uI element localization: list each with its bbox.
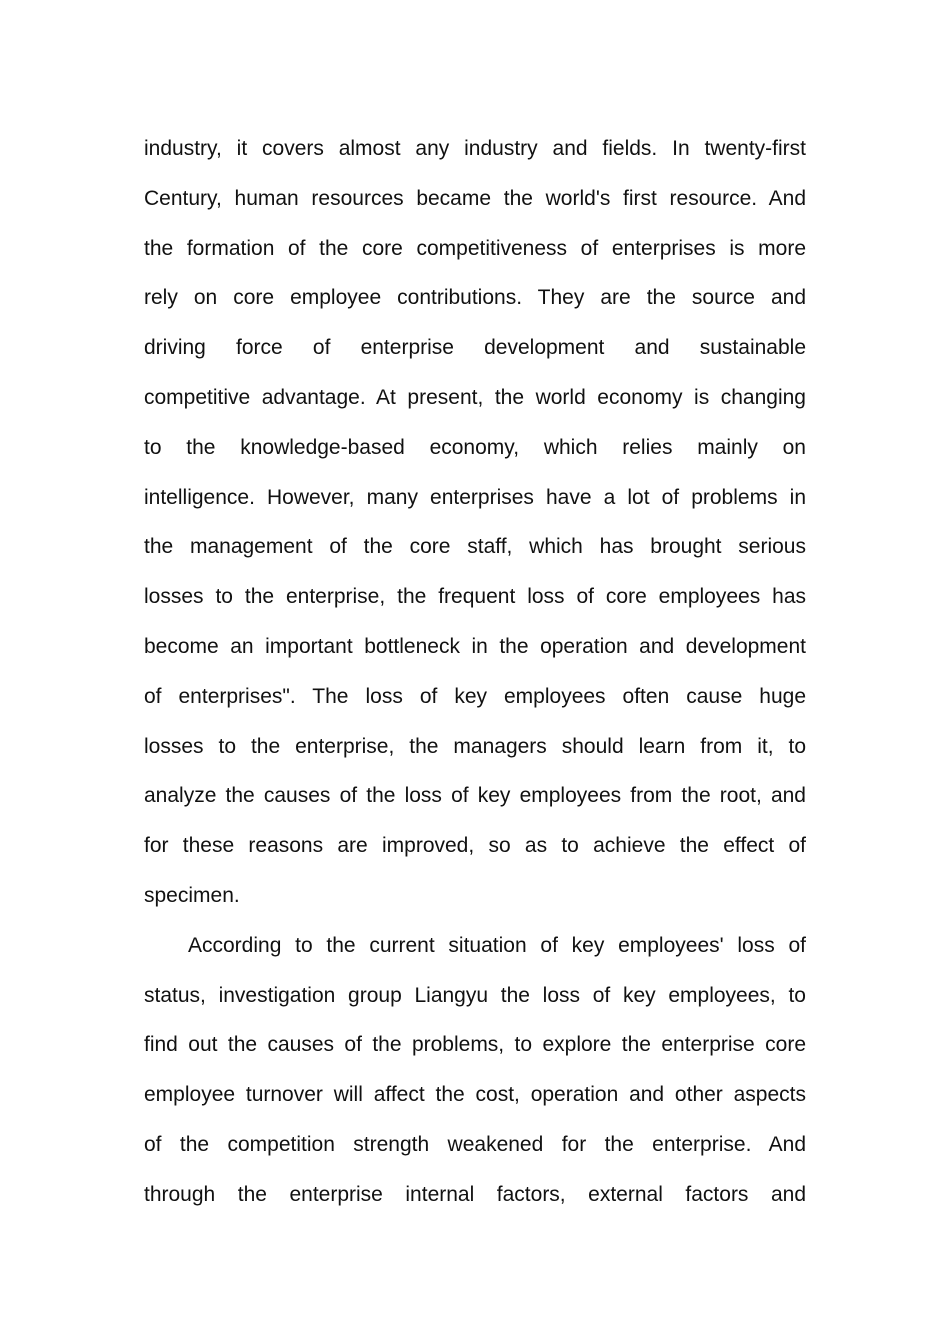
text-line: analyze the causes of the loss of key employees from the root, and [144, 784, 806, 808]
text-line: for these reasons are improved, so as to achieve the effect of [144, 834, 806, 858]
text-line: driving force of enterprise development and sustainable [144, 336, 806, 360]
text-line: competitive advantage. At present, the world economy is changing [144, 385, 806, 409]
text-line: status, investigation group Liangyu the loss of key employees, to [144, 983, 806, 1007]
text-line: the management of the core staff, which has brought serious [144, 535, 806, 559]
body-text [144, 124, 806, 1220]
text-line: of enterprises". The loss of key employees often cause huge [144, 684, 806, 708]
text-line: find out the causes of the problems, to explore the enterprise core [144, 1033, 806, 1057]
text-line: the formation of the core competitiveness of enterprises is more [144, 236, 806, 260]
text-line: through the enterprise internal factors, external factors and [144, 1182, 806, 1206]
paragraph-1 [144, 124, 806, 921]
text-line-last: specimen. [144, 883, 240, 907]
text-line: Century, human resources became the world's first resource. And [144, 186, 806, 210]
text-line: intelligence. However, many enterprises have a lot of problems in [144, 485, 806, 509]
text-line: employee turnover will affect the cost, operation and other aspects [144, 1083, 806, 1107]
text-line: losses to the enterprise, the managers should learn from it, to [144, 734, 806, 758]
text-line: industry, it covers almost any industry and fields. In twenty-first [144, 137, 806, 160]
text-line: become an important bottleneck in the operation and development [144, 634, 806, 658]
text-line: rely on core employee contributions. They are the source and [144, 286, 806, 310]
paragraph-2 [144, 921, 806, 1220]
text-line: of the competition strength weakened for the enterprise. And [144, 1132, 806, 1156]
text-line: to the knowledge-based economy, which relies mainly on [144, 435, 806, 459]
text-line: losses to the enterprise, the frequent loss of core employees has [144, 585, 806, 609]
text-line-indented: According to the current situation of key employees' loss of [188, 933, 806, 957]
